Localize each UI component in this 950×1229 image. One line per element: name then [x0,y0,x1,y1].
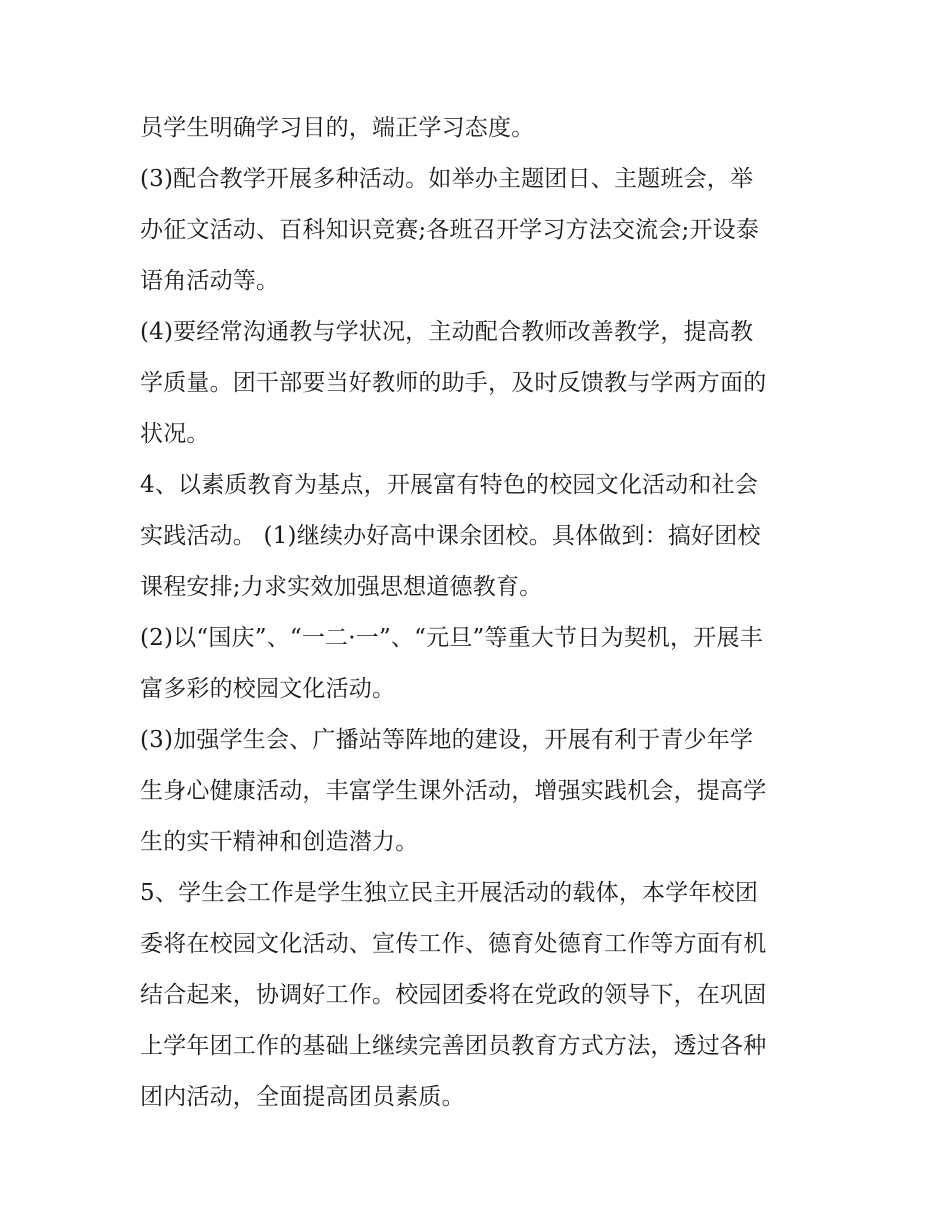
text-line: (2)以“国庆”、“一二·一”、“元旦”等重大节日为契机，开展丰 [140,625,763,651]
text-line: 状况。 [140,421,210,447]
text-line: 上学年团工作的基础上继续完善团员教育方式方法，透过各种 [140,1033,767,1059]
text-line: 富多彩的校园文化活动。 [140,676,396,702]
text-line: 生身心健康活动，丰富学生课外活动，增强实践机会，提高学 [140,778,767,804]
text-line: 课程安排;力求实效加强思想道德教育。 [140,574,543,600]
text-line: 委将在校园文化活动、宣传工作、德育处德育工作等方面有机 [140,931,767,957]
text-line: 实践活动。 (1)继续办好高中课余团校。具体做到：搞好团校 [140,523,761,549]
text-line: (3)配合教学开展多种活动。如举办主题团日、主题班会，举 [140,166,754,192]
text-line: 4、以素质教育为基点，开展富有特色的校园文化活动和社会 [140,472,759,498]
text-line: 学质量。团干部要当好教师的助手，及时反馈教与学两方面的 [140,370,767,396]
text-line: 生的实干精神和创造潜力。 [140,829,419,855]
text-line: (4)要经常沟通教与学状况，主动配合教师改善教学，提高教 [140,319,754,345]
text-line: 团内活动，全面提高团员素质。 [140,1084,465,1110]
document-body [140,103,820,1123]
text-line: (3)加强学生会、广播站等阵地的建设，开展有利于青少年学 [140,727,754,753]
text-line: 办征文活动、百科知识竞赛;各班召开学习方法交流会;开设泰 [140,217,760,243]
text-line: 5、学生会工作是学生独立民主开展活动的载体，本学年校团 [140,880,759,906]
text-line: 员学生明确学习目的，端正学习态度。 [140,115,535,141]
text-line: 结合起来，协调好工作。校园团委将在党政的领导下，在巩固 [140,982,767,1008]
text-line: 语角活动等。 [140,268,280,294]
